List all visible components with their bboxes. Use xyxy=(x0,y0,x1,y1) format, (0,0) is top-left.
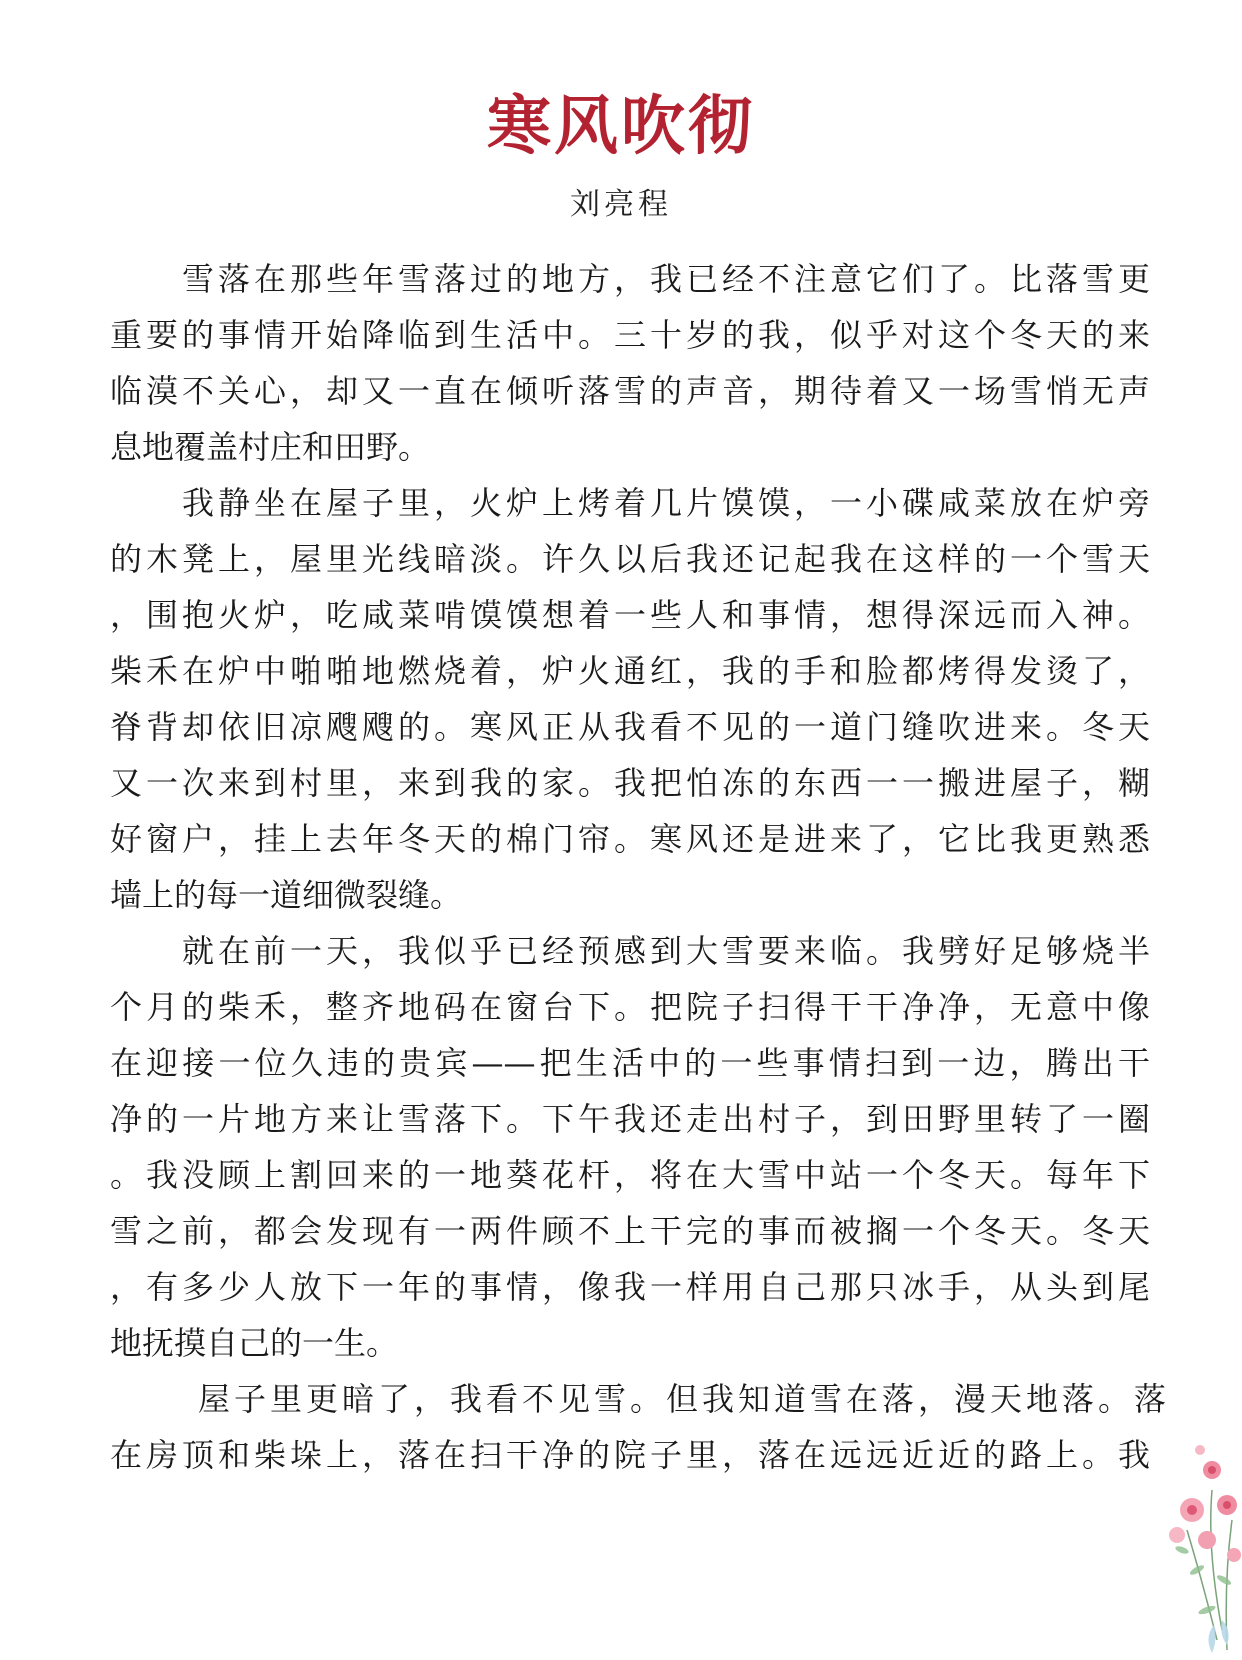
paragraph-line: 我静坐在屋子里，火炉上烤着几片馍馍，一小碟咸菜放在炉旁 xyxy=(182,484,1150,522)
paragraph-line: 在迎接一位久违的贵宾——把生活中的一些事情扫到一边，腾出干 xyxy=(110,1044,1150,1082)
article-title: 寒风吹彻 xyxy=(487,90,755,164)
paragraph-line: ，围抱火炉，吃咸菜啃馍馍想着一些人和事情，想得深远而入神。 xyxy=(110,596,1150,634)
paragraph-line: 雪落在那些年雪落过的地方，我已经不注意它们了。比落雪更 xyxy=(182,260,1150,298)
paragraph-line: 屋子里更暗了，我看不见雪。但我知道雪在落，漫天地落。落 xyxy=(198,1380,1166,1418)
paragraph-line: 个月的柴禾，整齐地码在窗台下。把院子扫得干干净净，无意中像 xyxy=(110,988,1150,1026)
paragraph-line: 墙上的每一道细微裂缝。 xyxy=(110,876,463,914)
paragraph-line: ，有多少人放下一年的事情，像我一样用自己那只冰手，从头到尾 xyxy=(110,1268,1150,1306)
paragraph-line: 在房顶和柴垛上，落在扫干净的院子里，落在远远近近的路上。我 xyxy=(110,1436,1150,1474)
flower-decoration-icon xyxy=(1152,1430,1242,1660)
paragraph-line: 柴禾在炉中啪啪地燃烧着，炉火通红，我的手和脸都烤得发烫了， xyxy=(110,652,1150,690)
paragraph-line: 息地覆盖村庄和田野。 xyxy=(110,428,431,466)
paragraph-line: 就在前一天，我似乎已经预感到大雪要来临。我劈好足够烧半 xyxy=(182,932,1150,970)
paragraph-line: 净的一片地方来让雪落下。下午我还走出村子，到田野里转了一圈 xyxy=(110,1100,1150,1138)
paragraph-line: 的木凳上，屋里光线暗淡。许久以后我还记起我在这样的一个雪天 xyxy=(110,540,1150,578)
paragraph-line: 。我没顾上割回来的一地葵花杆，将在大雪中站一个冬天。每年下 xyxy=(110,1156,1150,1194)
paragraph-line: 好窗户，挂上去年冬天的棉门帘。寒风还是进来了，它比我更熟悉 xyxy=(110,820,1150,858)
paragraph-line: 雪之前，都会发现有一两件顾不上干完的事而被搁一个冬天。冬天 xyxy=(110,1212,1150,1250)
paragraph-line: 临漠不关心，却又一直在倾听落雪的声音，期待着又一场雪悄无声 xyxy=(110,372,1150,410)
paragraph-line: 地抚摸自己的一生。 xyxy=(110,1324,399,1362)
paragraph-line: 又一次来到村里，来到我的家。我把怕冻的东西一一搬进屋子，糊 xyxy=(110,764,1150,802)
paragraph-line: 重要的事情开始降临到生活中。三十岁的我，似乎对这个冬天的来 xyxy=(110,316,1150,354)
paragraph-line: 脊背却依旧凉飕飕的。寒风正从我看不见的一道门缝吹进来。冬天 xyxy=(110,708,1150,746)
author-name: 刘亮程 xyxy=(570,187,672,222)
